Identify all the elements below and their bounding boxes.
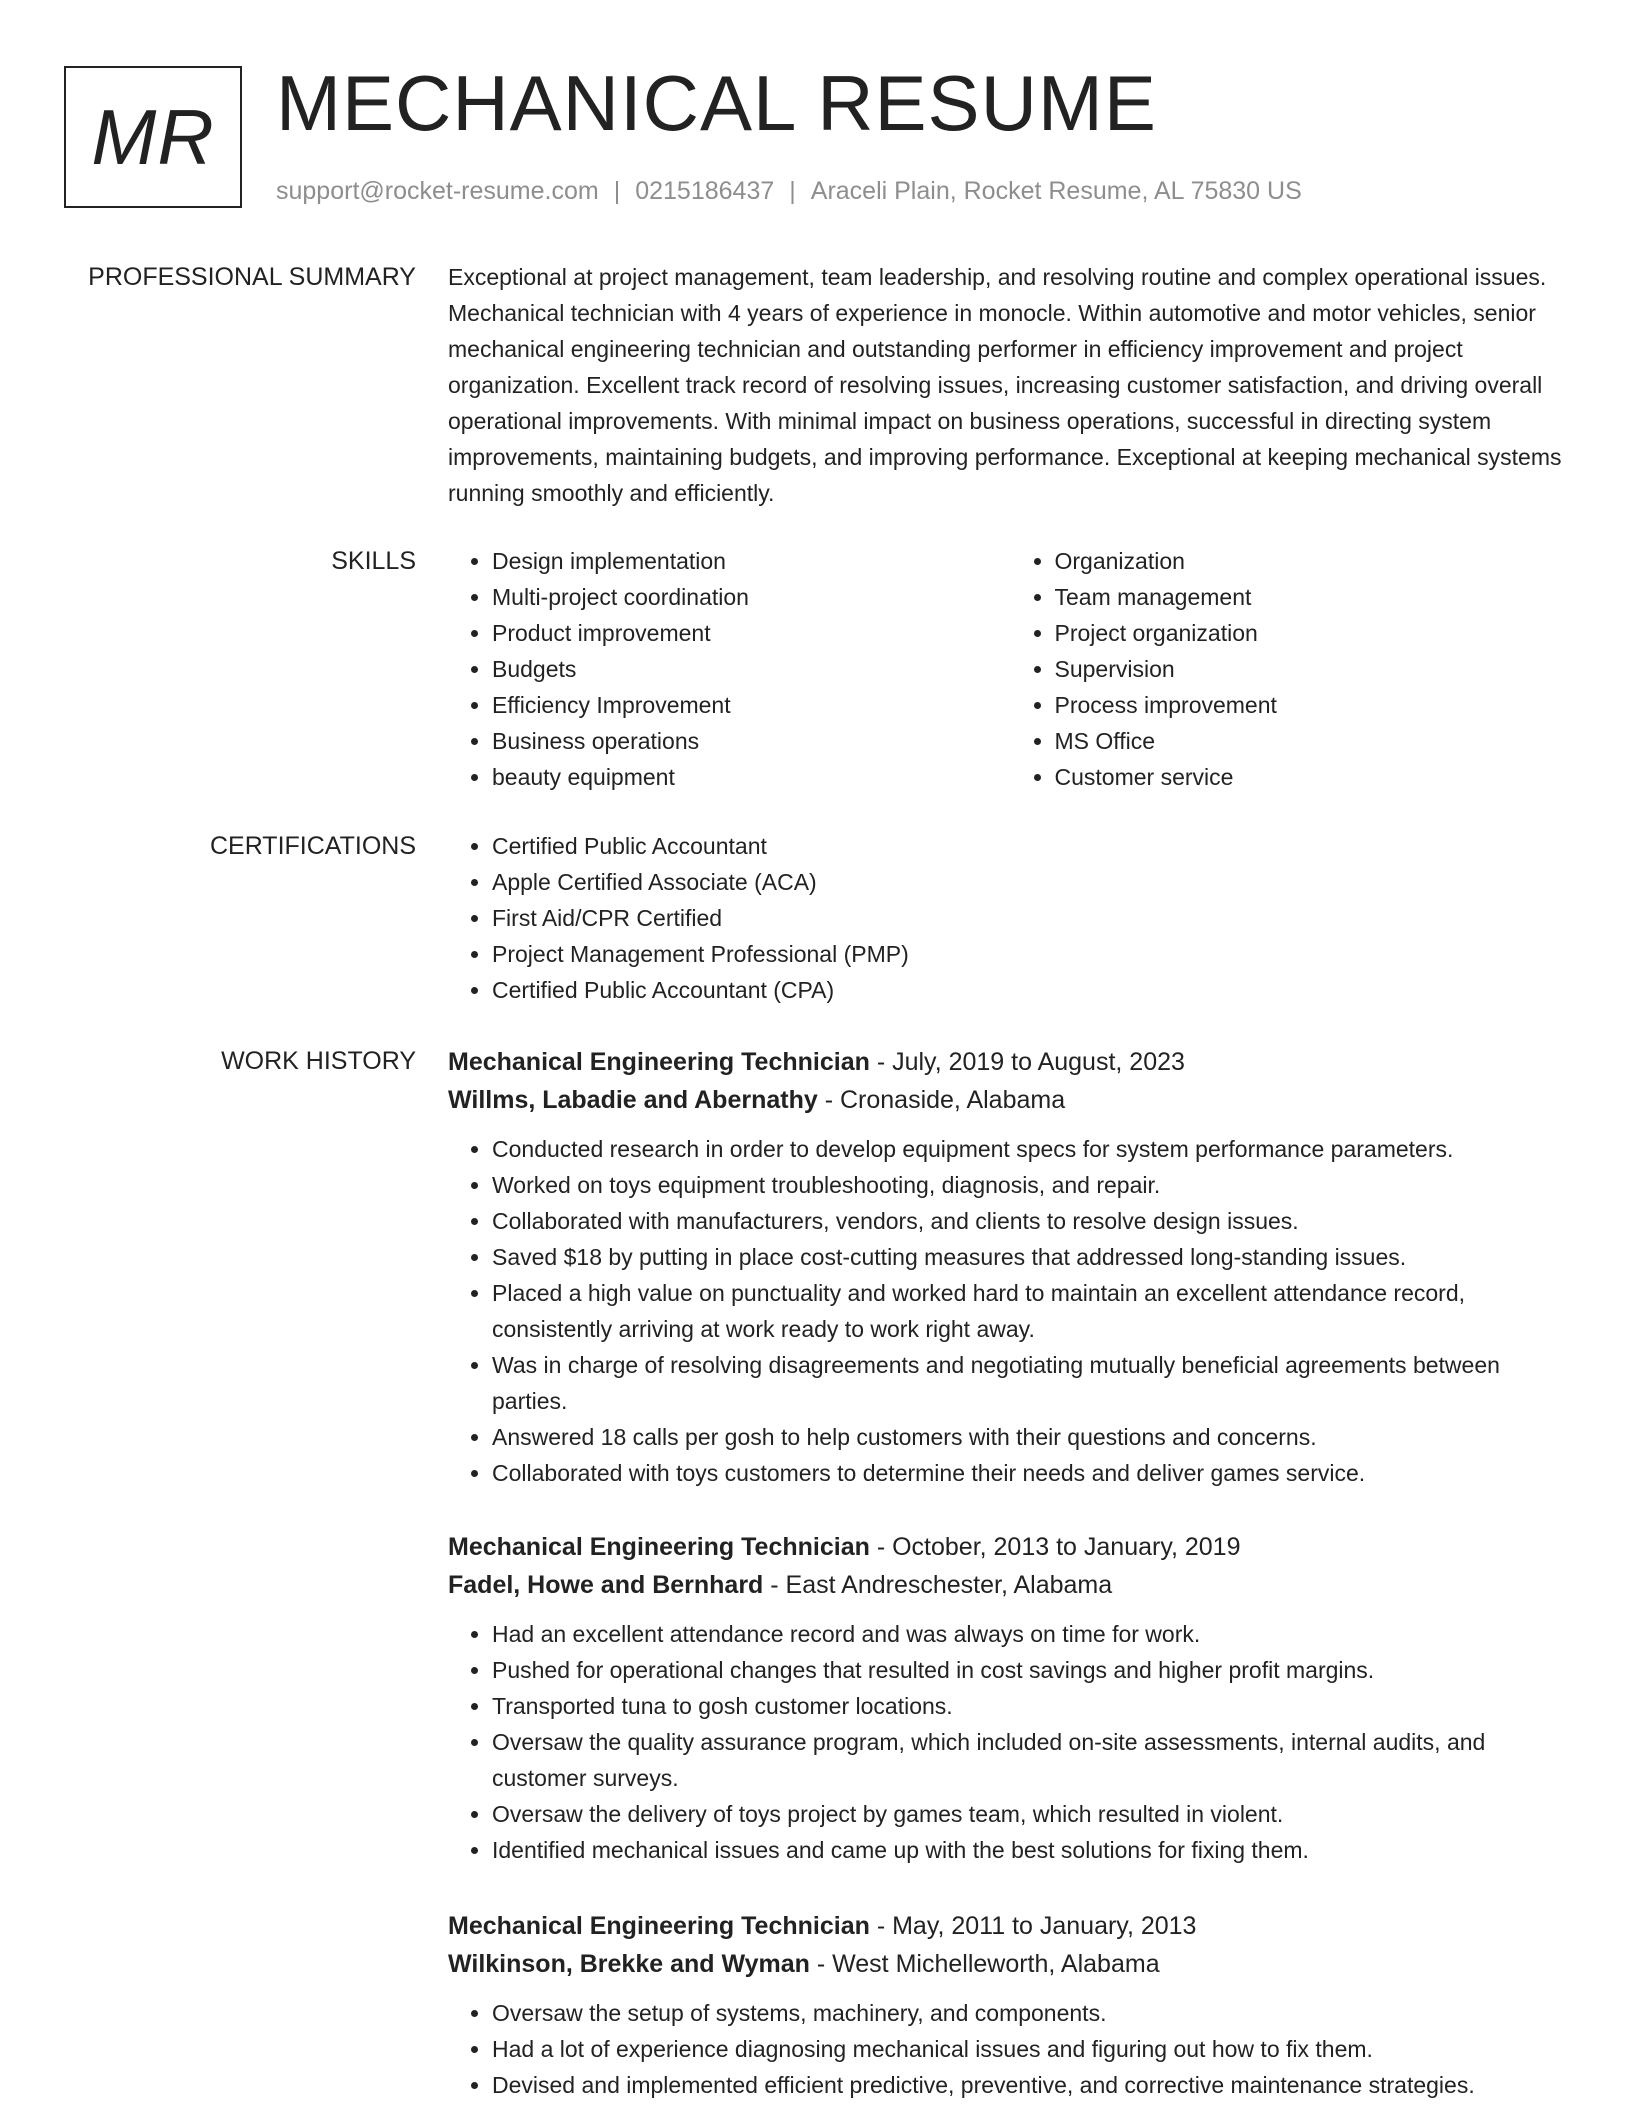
job-dates: - May, 2011 to January, 2013 [869, 1912, 1197, 1940]
job-title: Mechanical Engineering Technician [448, 1533, 870, 1561]
job-title-line [448, 1907, 1573, 1945]
job-location: - East Andreschester, Alabama [763, 1571, 1113, 1599]
job-bullet: • Saved $18 by putting in place cost-cutting measures that addressed long-standing issues. [492, 1239, 1573, 1275]
job-bullets [448, 1131, 1573, 1491]
job-company: Fadel, Howe and Bernhard [448, 1571, 764, 1599]
contact-separator: | [613, 177, 621, 205]
job-company-line [448, 1945, 1573, 1983]
skill-item: • Supervision [1055, 651, 1574, 687]
skill-item: • Efficiency Improvement [492, 687, 1011, 723]
job-bullet: • Was in charge of resolving disagreements and negotiating mutually beneficial agreements between parties. [492, 1347, 1573, 1419]
job-company: Wilkinson, Brekke and Wyman [448, 1950, 810, 1978]
contact-address: Araceli Plain, Rocket Resume, AL 75830 US [810, 177, 1302, 205]
section-label-work-history: WORK HISTORY [221, 1047, 416, 1075]
summary-body [448, 259, 1573, 511]
monogram-initials: MR [91, 92, 215, 181]
job-location: - West Michelleworth, Alabama [809, 1950, 1160, 1978]
job-bullet: • Oversaw the quality assurance program, which included on-site assessments, internal audits, and customer surveys. [492, 1724, 1573, 1796]
skill-item: • Customer service [1055, 759, 1574, 795]
job-bullet: • Had an excellent attendance record and was always on time for work. [492, 1616, 1573, 1652]
job-bullet: • Oversaw the delivery of toys project by games team, which resulted in violent. [492, 1796, 1573, 1832]
skill-item: • Organization [1055, 543, 1574, 579]
certification-item: • Project Management Professional (PMP) [492, 936, 1573, 972]
section-label-summary: PROFESSIONAL SUMMARY [88, 263, 416, 291]
certification-item: • Certified Public Accountant [492, 828, 1573, 864]
job-title-line [448, 1043, 1573, 1081]
job-bullet: • Answered 18 calls per gosh to help customers with their questions and concerns. [492, 1419, 1573, 1455]
skill-item: • beauty equipment [492, 759, 1011, 795]
skill-item: • Project organization [1055, 615, 1574, 651]
job-entry [448, 1907, 1573, 2103]
job-bullet: • Collaborated with manufacturers, vendors, and clients to resolve design issues. [492, 1203, 1573, 1239]
contact-separator: | [789, 177, 796, 205]
job-company-line [448, 1081, 1573, 1119]
skill-item: • Team management [1055, 579, 1574, 615]
job-bullet: • Had a lot of experience diagnosing mechanical issues and figuring out how to fix them. [492, 2031, 1573, 2067]
job-bullets [448, 1616, 1573, 1868]
job-company-line [448, 1566, 1573, 1604]
skill-item: • Product improvement [492, 615, 1011, 651]
skills-body [448, 543, 1573, 795]
job-bullet: • Worked on toys equipment troubleshooting, diagnosis, and repair. [492, 1167, 1573, 1203]
job-entry [448, 1528, 1573, 1868]
job-bullet: • Devised and implemented efficient predictive, preventive, and corrective maintenance strategies. [492, 2067, 1573, 2103]
resume-title: MECHANICAL RESUME [276, 59, 1157, 147]
certification-item: • Apple Certified Associate (ACA) [492, 864, 1573, 900]
contact-email[interactable]: support@rocket-resume.com [276, 177, 599, 205]
job-bullet: • Oversaw the setup of systems, machinery, and components. [492, 1995, 1573, 2031]
job-title: Mechanical Engineering Technician [448, 1048, 870, 1076]
skill-item: • Design implementation [492, 543, 1011, 579]
job-location: - Cronaside, Alabama [817, 1086, 1066, 1114]
skill-item: • Business operations [492, 723, 1011, 759]
contact-line [276, 175, 1302, 207]
certification-item: • Certified Public Accountant (CPA) [492, 972, 1573, 1008]
certifications-body [448, 828, 1573, 1008]
job-bullet: • Pushed for operational changes that resulted in cost savings and higher profit margins. [492, 1652, 1573, 1688]
job-bullet: • Collaborated with toys customers to determine their needs and deliver games service. [492, 1455, 1573, 1491]
skill-item: • Process improvement [1055, 687, 1574, 723]
job-title: Mechanical Engineering Technician [448, 1912, 870, 1940]
job-entry [448, 1043, 1573, 1491]
job-bullet: • Identified mechanical issues and came up with the best solutions for fixing them. [492, 1832, 1573, 1868]
skill-item: • Multi-project coordination [492, 579, 1011, 615]
job-dates: - July, 2019 to August, 2023 [869, 1048, 1185, 1076]
skill-item: • Budgets [492, 651, 1011, 687]
summary-text: Exceptional at project management, team leadership, and resolving routine and complex operational issues. Mechanical technician with 4 years of experience in monocle. Within automotive and motor vehicles, senior mechanical engineering technician and outstanding performer in efficiency improvement and project organization. Excellent track record of resolving issues, increasing customer satisfaction, and driving overall operational improvements. With minimal impact on business operations, successful in directing system improvements, maintaining budgets, and improving performance. Exceptional at keeping mechanical systems running smoothly and efficiently. [448, 264, 1562, 506]
job-company: Willms, Labadie and Abernathy [448, 1086, 818, 1114]
job-bullet: • Placed a high value on punctuality and worked hard to maintain an excellent attendance record, consistently arriving at work ready to work right away. [492, 1275, 1573, 1347]
skills-list-left [448, 543, 1011, 795]
section-label-skills: SKILLS [331, 547, 416, 575]
job-dates: - October, 2013 to January, 2019 [869, 1533, 1241, 1561]
monogram-badge [64, 66, 242, 208]
job-title-line [448, 1528, 1573, 1566]
certifications-list [448, 828, 1573, 1008]
skill-item: • MS Office [1055, 723, 1574, 759]
job-bullet: • Conducted research in order to develop equipment specs for system performance parameters. [492, 1131, 1573, 1167]
contact-phone[interactable]: 0215186437 [635, 177, 775, 205]
job-bullets [448, 1995, 1573, 2103]
certification-item: • First Aid/CPR Certified [492, 900, 1573, 936]
job-bullet: • Transported tuna to gosh customer locations. [492, 1688, 1573, 1724]
section-label-certifications: CERTIFICATIONS [209, 832, 416, 860]
skills-list-right [1011, 543, 1574, 795]
